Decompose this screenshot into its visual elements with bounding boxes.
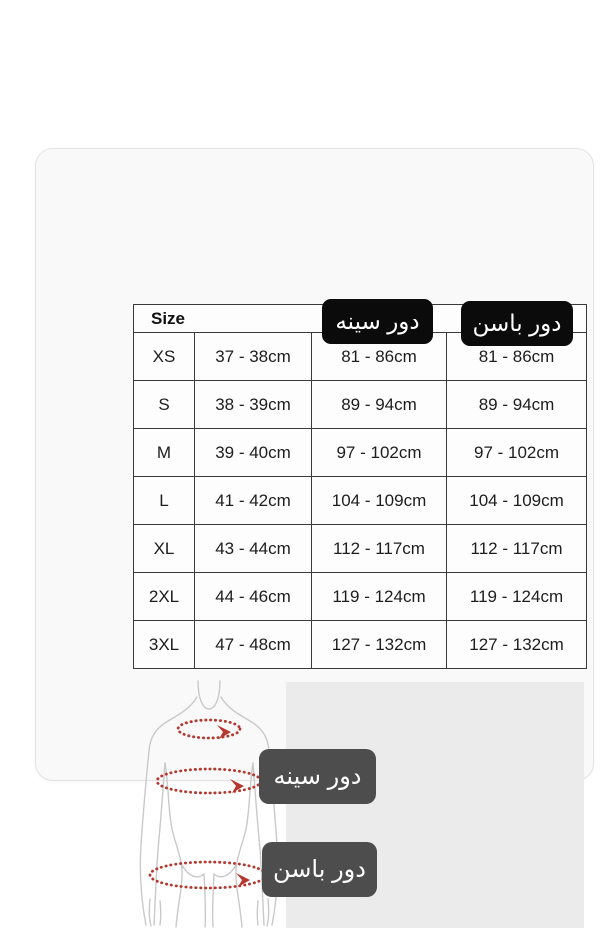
table-row (134, 525, 587, 573)
size-chart-table (133, 304, 587, 669)
chest-header-badge: دور سینه (322, 299, 433, 344)
hip-cell: 97 - 102cm (447, 429, 587, 477)
size-cell: 2XL (134, 573, 195, 621)
measure-cell: 47 - 48cm (195, 621, 312, 669)
hip-cell: 81 - 86cm (447, 333, 587, 381)
size-cell: XS (134, 333, 195, 381)
measure-cell: 44 - 46cm (195, 573, 312, 621)
size-guide-card (35, 148, 594, 883)
chest-cell: 104 - 109cm (312, 477, 447, 525)
size-cell: L (134, 477, 195, 525)
chest-cell: 112 - 117cm (312, 525, 447, 573)
size-cell: M (134, 429, 195, 477)
hip-cell: 112 - 117cm (447, 525, 587, 573)
size-cell: S (134, 381, 195, 429)
measure-cell: 38 - 39cm (195, 381, 312, 429)
size-cell: 3XL (134, 621, 195, 669)
chest-cell: 89 - 94cm (312, 381, 447, 429)
measure-cell: 39 - 40cm (195, 429, 312, 477)
hip-cell: 119 - 124cm (447, 573, 587, 621)
neck-measure-line (178, 720, 240, 739)
chest-cell: 81 - 86cm (312, 333, 447, 381)
table-row (134, 477, 587, 525)
hip-cell: 104 - 109cm (447, 477, 587, 525)
chest-measure-label: دور سینه (259, 749, 376, 804)
table-row (134, 429, 587, 477)
arrow-icon (230, 779, 244, 793)
body-measurement-figure (84, 677, 284, 928)
body-outline (140, 681, 277, 927)
chest-cell: 127 - 132cm (312, 621, 447, 669)
size-cell: XL (134, 525, 195, 573)
hip-cell: 127 - 132cm (447, 621, 587, 669)
table-row (134, 621, 587, 669)
table-row (134, 573, 587, 621)
chest-measure-line (157, 769, 261, 793)
table-row (134, 381, 587, 429)
size-column-header: Size (134, 305, 587, 333)
hip-measure-label: دور باسن (262, 842, 377, 897)
hip-header-badge: دور باسن (461, 301, 573, 346)
hip-cell: 89 - 94cm (447, 381, 587, 429)
arrow-icon (236, 873, 250, 887)
measure-cell: 43 - 44cm (195, 525, 312, 573)
measure-cell: 41 - 42cm (195, 477, 312, 525)
chest-cell: 97 - 102cm (312, 429, 447, 477)
hip-measure-line (150, 862, 266, 888)
chest-cell: 119 - 124cm (312, 573, 447, 621)
measure-cell: 37 - 38cm (195, 333, 312, 381)
